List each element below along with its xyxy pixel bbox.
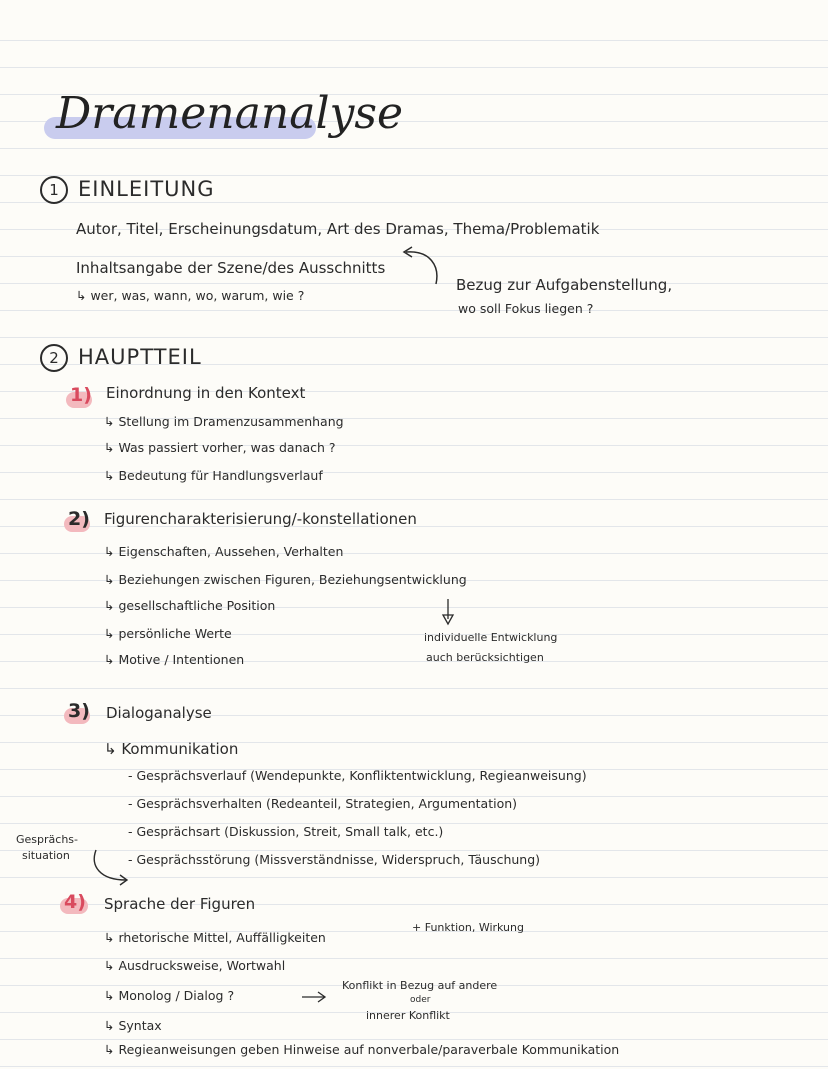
side-arrow-icon — [90, 848, 134, 890]
subsection-number-2: 2) — [68, 508, 90, 530]
section-heading-hauptteil: HAUPTTEIL — [78, 345, 202, 369]
subsection-number-3: 3) — [68, 700, 90, 722]
einleitung-note-1: Bezug zur Aufgabenstellung, — [456, 276, 673, 294]
sub3-item-1: - Gesprächsverlauf (Wendepunkte, Konfliktentwicklung, Regieanweisung) — [128, 768, 587, 783]
sub1-item-3: ↳ Bedeutung für Handlungsverlauf — [104, 468, 323, 483]
sub3-kommunikation: ↳ Kommunikation — [104, 740, 239, 758]
subsection-title-2: Figurencharakterisierung/-konstellationen — [104, 510, 417, 528]
curved-arrow-icon — [396, 244, 446, 289]
section-heading-einleitung: EINLEITUNG — [78, 177, 215, 201]
sub4-item-5: ↳ Regieanweisungen geben Hinweise auf nonverbale/paraverbale Kommunikation — [104, 1042, 620, 1057]
section-number-1: 1 — [40, 176, 68, 204]
sub1-item-1: ↳ Stellung im Dramenzusammenhang — [104, 414, 344, 429]
sub3-item-3: - Gesprächsart (Diskussion, Streit, Small talk, etc.) — [128, 824, 444, 839]
down-arrow-icon — [440, 597, 456, 627]
subsection-title-1: Einordnung in den Kontext — [106, 384, 306, 402]
sub3-item-4: - Gesprächsstörung (Missverständnisse, Widerspruch, Täuschung) — [128, 852, 541, 867]
sub4-funktion-note: + Funktion, Wirkung — [412, 921, 524, 934]
sub4-item-4: ↳ Syntax — [104, 1018, 162, 1033]
side-note-line-2: situation — [22, 849, 70, 862]
subsection-number-1: 1) — [70, 384, 92, 406]
section-number-2: 2 — [40, 344, 68, 372]
right-arrow-icon — [300, 990, 328, 1004]
einleitung-line-2: Inhaltsangabe der Szene/des Ausschnitts — [76, 259, 386, 277]
sub4-konflikt-oder: oder — [410, 995, 431, 1005]
sub2-note-2: auch berücksichtigen — [426, 651, 544, 664]
sub4-konflikt-1: Konflikt in Bezug auf andere — [342, 979, 498, 992]
sub2-item-5: ↳ Motive / Intentionen — [104, 652, 245, 667]
sub3-item-2: - Gesprächsverhalten (Redeanteil, Strategien, Argumentation) — [128, 796, 518, 811]
einleitung-line-1: Autor, Titel, Erscheinungsdatum, Art des Dramas, Thema/Problematik — [76, 220, 600, 238]
page-title: Dramenanalyse — [56, 88, 403, 139]
sub4-item-1: ↳ rhetorische Mittel, Auffälligkeiten — [104, 930, 326, 945]
sub4-konflikt-2: innerer Konflikt — [366, 1009, 450, 1022]
sub2-item-2: ↳ Beziehungen zwischen Figuren, Beziehungsentwicklung — [104, 572, 467, 587]
einleitung-note-2: wo soll Fokus liegen ? — [458, 301, 594, 316]
subsection-title-3: Dialoganalyse — [106, 704, 212, 722]
subsection-number-4: 4) — [64, 891, 86, 913]
sub2-item-1: ↳ Eigenschaften, Aussehen, Verhalten — [104, 544, 344, 559]
subsection-title-4: Sprache der Figuren — [104, 895, 256, 913]
einleitung-line-3: ↳ wer, was, wann, wo, warum, wie ? — [76, 288, 305, 303]
sub2-item-4: ↳ persönliche Werte — [104, 626, 232, 641]
sub4-item-3: ↳ Monolog / Dialog ? — [104, 988, 235, 1003]
sub1-item-2: ↳ Was passiert vorher, was danach ? — [104, 440, 336, 455]
side-note-line-1: Gesprächs- — [16, 833, 78, 846]
sub4-item-2: ↳ Ausdrucksweise, Wortwahl — [104, 958, 286, 973]
sub2-note-1: individuelle Entwicklung — [424, 631, 558, 644]
sub2-item-3: ↳ gesellschaftliche Position — [104, 598, 276, 613]
